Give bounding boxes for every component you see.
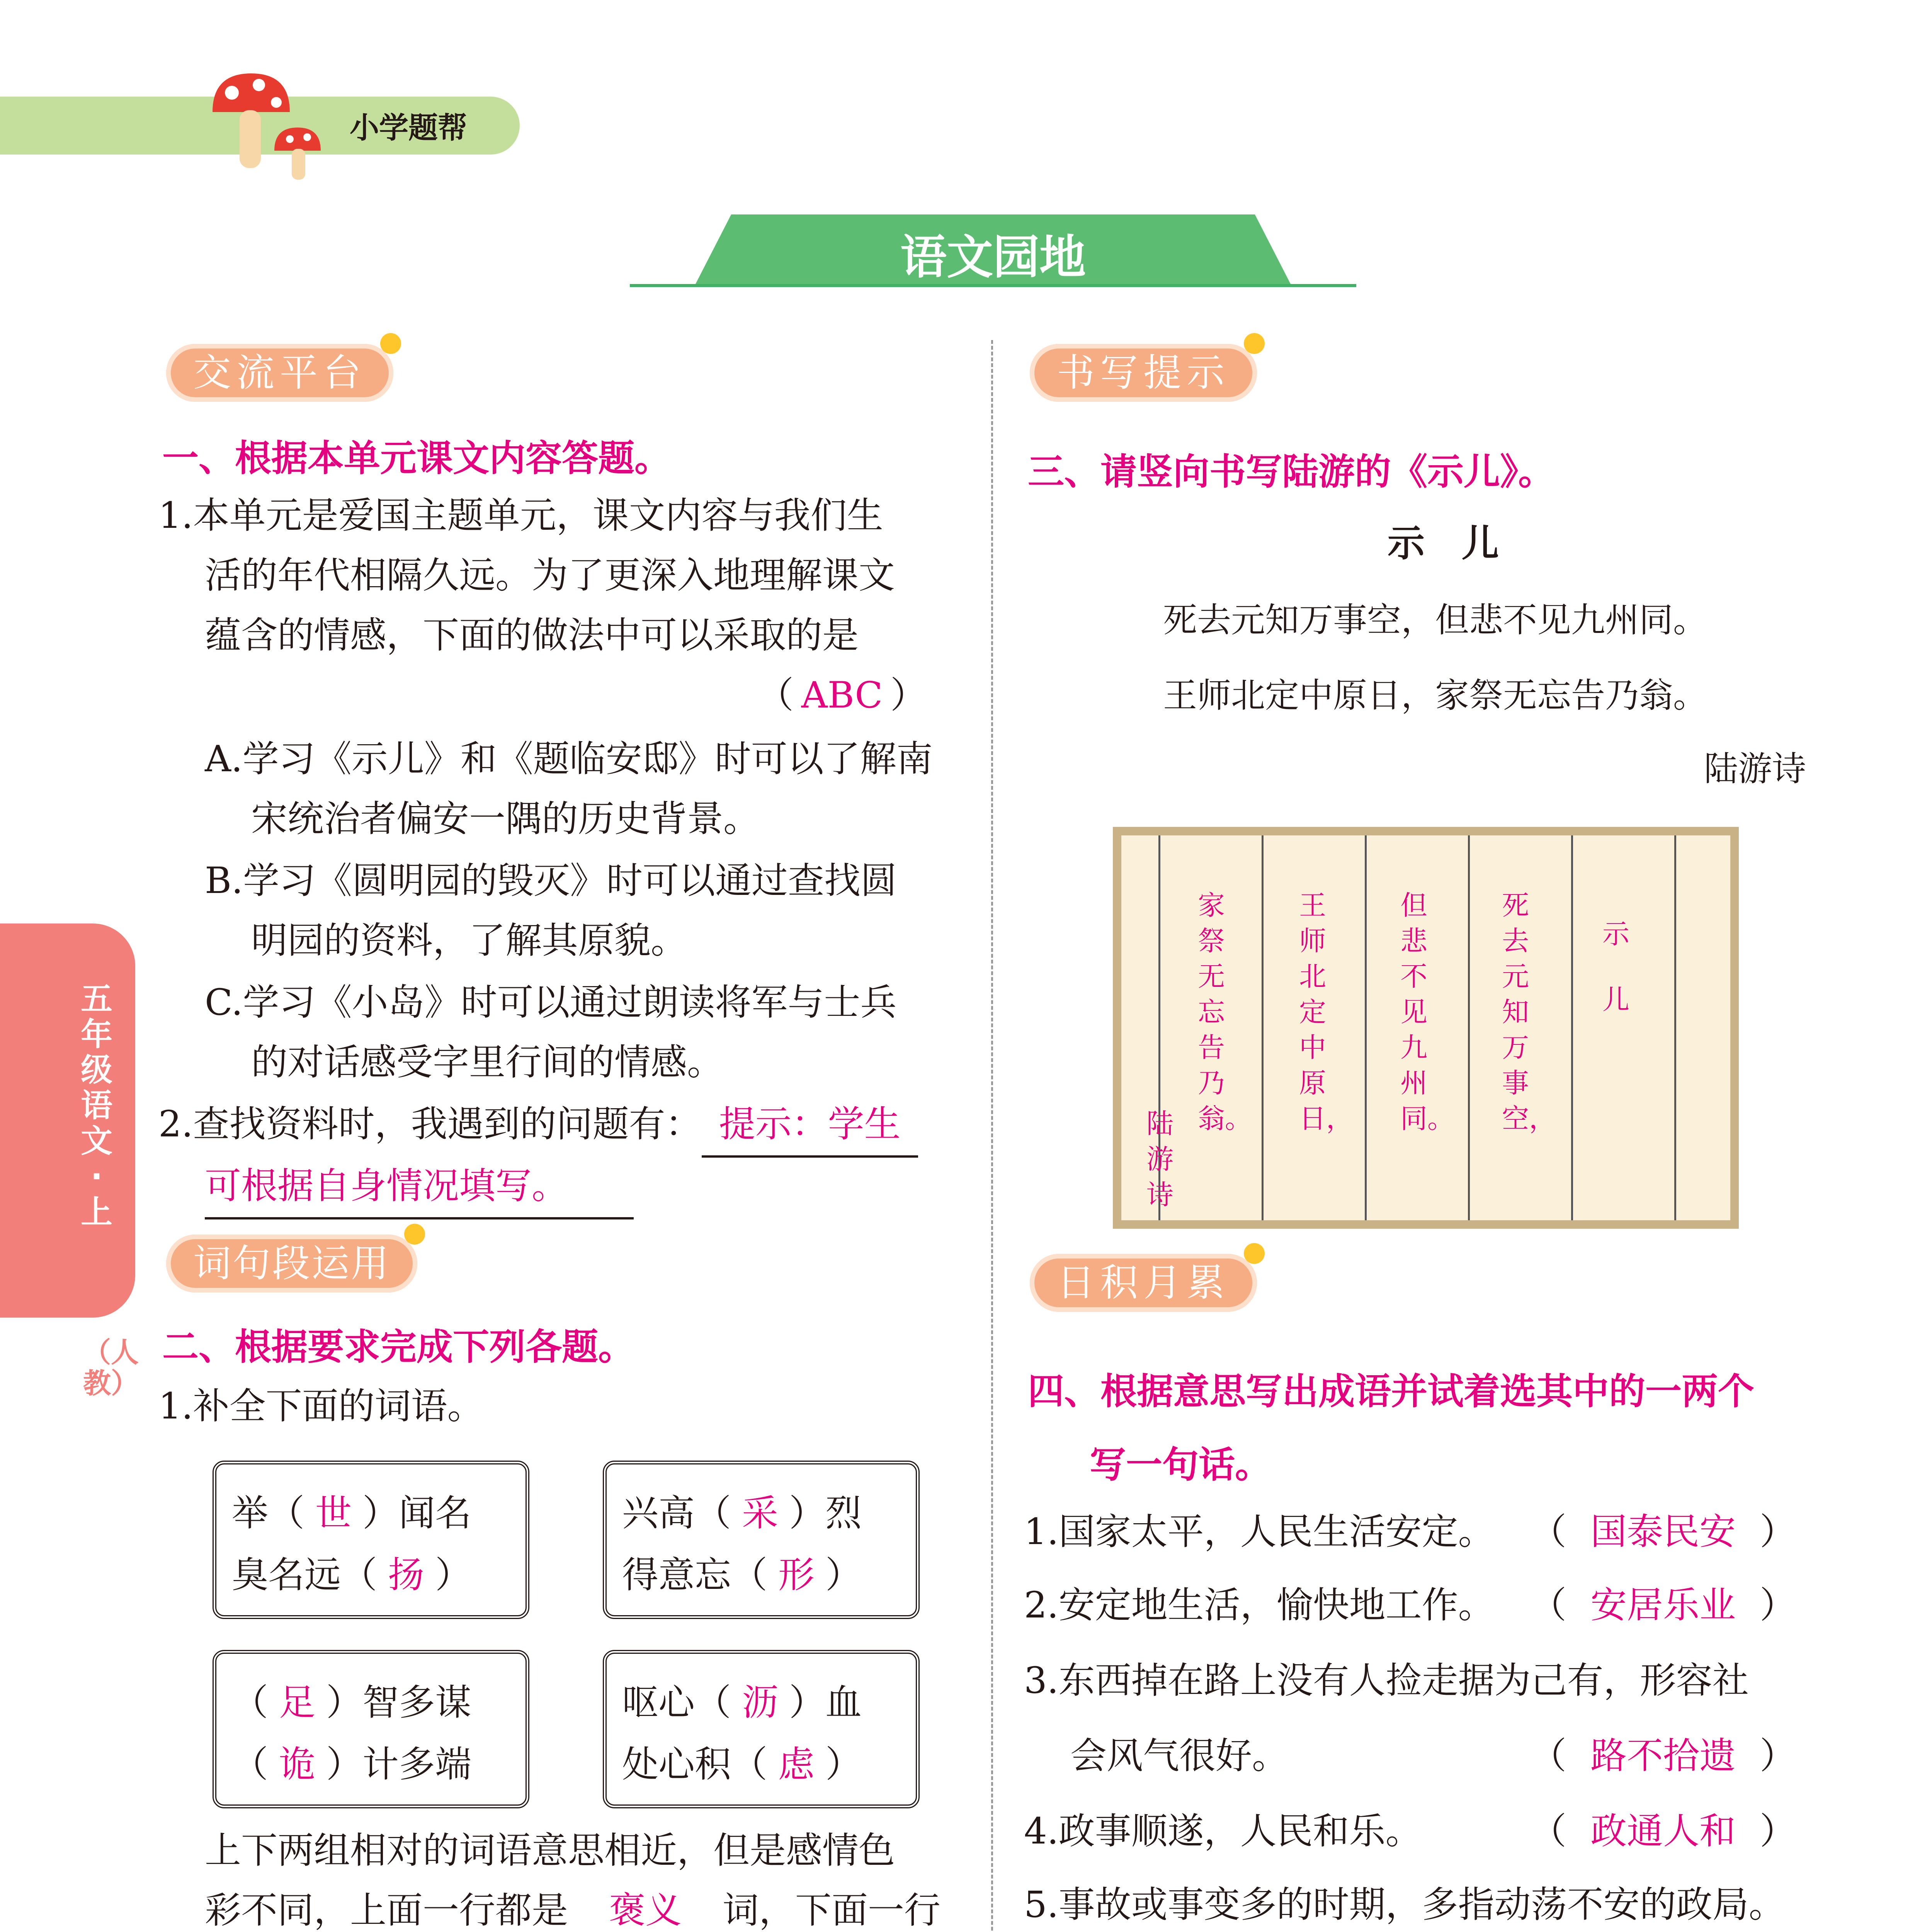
idiom-answer-2: （ 安居乐业 ） bbox=[1530, 1584, 1796, 1626]
poem-line2: 王师北定中原日，家祭无忘告乃翁。 bbox=[1163, 675, 1708, 715]
word-box-2: 兴高（ 采 ）烈 得意忘（ 形 ） bbox=[603, 1461, 920, 1619]
q2-line2: 可根据自身情况填写。 bbox=[205, 1155, 634, 1219]
idiom-answer-3: （ 路不拾遗 ） bbox=[1530, 1735, 1796, 1777]
badge-word-usage: 词句段运用 bbox=[166, 1235, 417, 1293]
side-tab bbox=[0, 923, 135, 1318]
q1-line2: 活的年代相隔久远。为了更深入地理解课文 bbox=[205, 554, 895, 597]
word-box-1: 举（ 世 ）闻名 臭名远（ 扬 ） bbox=[213, 1461, 529, 1619]
writing-scroll bbox=[1113, 827, 1739, 1229]
scroll-col-title: 示儿 bbox=[1602, 918, 1629, 1015]
badge-writing-tips: 书写提示 bbox=[1030, 344, 1257, 402]
scroll-col-2: 但悲不见九州同。 bbox=[1400, 889, 1454, 1134]
section4-title-l1: 四、根据意思写出成语并试着选其中的一两个 bbox=[1028, 1371, 1755, 1413]
section4-title-l2: 写一句话。 bbox=[1090, 1444, 1272, 1486]
s2-q1: 1.补全下面的词语。 bbox=[158, 1385, 484, 1427]
badge-exchange-platform: 交流平台 bbox=[166, 344, 393, 402]
idiom-answer-4: （ 政通人和 ） bbox=[1530, 1810, 1796, 1852]
idiom-answer-1: （ 国泰民安 ） bbox=[1530, 1511, 1796, 1553]
q1-optA-2: 宋统治者偏安一隅的历史背景。 bbox=[251, 798, 760, 840]
q1-optB-1: B.学习《圆明园的毁灭》时可以通过查找圆 bbox=[205, 860, 897, 902]
q1-answer-bracket: （ ABC ） bbox=[757, 674, 927, 716]
scroll-col-author: 陆游诗 bbox=[1146, 1108, 1173, 1211]
q1-optB-2: 明园的资料，了解其原貌。 bbox=[251, 920, 687, 962]
side-tab-edition: （人教） bbox=[83, 1336, 139, 1400]
brand-label: 小学题帮 bbox=[350, 111, 467, 145]
column-divider bbox=[991, 340, 993, 1932]
scroll-col-1: 死去元知万事空， bbox=[1502, 889, 1556, 1134]
poem-title: 示 儿 bbox=[1388, 522, 1499, 565]
idiom-item-5: 5.事故或事变多的时期，多指动荡不安的政局。 bbox=[1024, 1884, 1785, 1926]
idiom-item-1: 1.国家太平，人民生活安定。 bbox=[1024, 1511, 1495, 1553]
section2-title: 二、根据要求完成下列各题。 bbox=[162, 1326, 635, 1368]
s2-para-line2: 彩不同，上面一行都是 褒义 词，下面一行 bbox=[205, 1880, 940, 1932]
section3-title: 三、请竖向书写陆游的《示儿》。 bbox=[1028, 451, 1555, 493]
mushroom-icon bbox=[201, 66, 340, 182]
scroll-col-3: 王师北定中原日， bbox=[1299, 889, 1353, 1134]
idiom-item-3: 3.东西掉在路上没有人捡走据为己有，形容社 bbox=[1024, 1660, 1749, 1702]
page-title: 语文园地 bbox=[900, 231, 1086, 284]
poem-author: 陆游诗 bbox=[1704, 749, 1806, 789]
q1-optC-1: C.学习《小岛》时可以通过朗读将军与士兵 bbox=[205, 981, 897, 1024]
poem-line1: 死去元知万事空，但悲不见九州同。 bbox=[1163, 600, 1708, 640]
idiom-item-2: 2.安定地生活，愉快地工作。 bbox=[1024, 1584, 1495, 1626]
q2-line1: 2.查找资料时，我遇到的问题有： 提示：学生 bbox=[158, 1094, 918, 1158]
section1-title: 一、根据本单元课文内容答题。 bbox=[162, 437, 671, 480]
badge-daily-accumulation: 日积月累 bbox=[1030, 1254, 1257, 1312]
word-box-3: （ 足 ）智多谋 （ 诡 ）计多端 bbox=[213, 1650, 529, 1808]
scroll-col-4: 家祭无忘告乃翁。 bbox=[1198, 889, 1252, 1134]
idiom-item-4: 4.政事顺遂，人民和乐。 bbox=[1024, 1810, 1422, 1852]
q1-optC-2: 的对话感受字里行间的情感。 bbox=[251, 1041, 724, 1083]
q1-line3: 蕴含的情感，下面的做法中可以采取的是 bbox=[205, 614, 859, 656]
side-tab-grade: 五年级语文·上 bbox=[80, 981, 112, 1231]
idiom-item-3-cont: 会风气很好。 bbox=[1070, 1735, 1289, 1777]
q1-optA-1: A.学习《示儿》和《题临安邸》时可以了解南 bbox=[205, 738, 933, 780]
word-box-4: 呕心（ 沥 ）血 处心积（ 虑 ） bbox=[603, 1650, 920, 1808]
s2-para-line1: 上下两组相对的词语意思相近，但是感情色 bbox=[205, 1830, 895, 1872]
q1-line1: 1.本单元是爱国主题单元，课文内容与我们生 bbox=[158, 495, 883, 537]
